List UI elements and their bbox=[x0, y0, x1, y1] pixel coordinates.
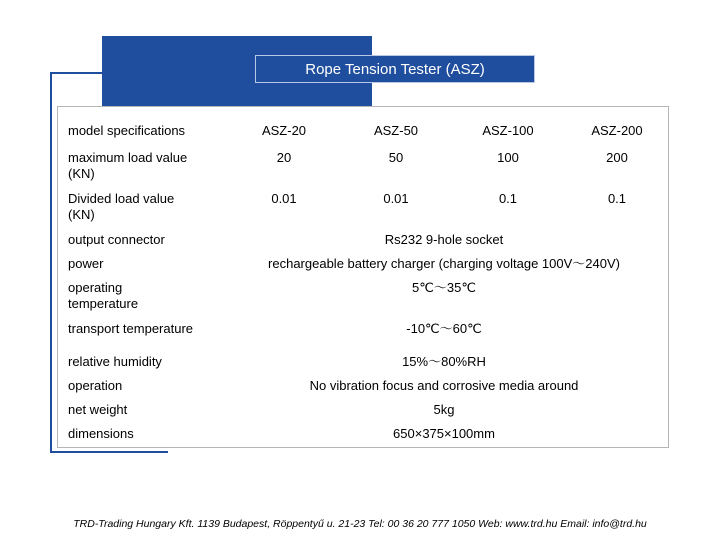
max-load-asz-20: 20 bbox=[276, 150, 292, 165]
decorative-line-bottom bbox=[50, 451, 168, 453]
model-asz-200: ASZ-200 bbox=[591, 123, 643, 138]
footer-contact: TRD-Trading Hungary Kft. 1139 Budapest, Röppentyű u. 21-23 Tel: 00 36 20 777 1050 Web: www.trd.hu Email: info@trd.hu bbox=[73, 518, 647, 530]
model-asz-100: ASZ-100 bbox=[482, 123, 534, 138]
transport-temperature-value: -10℃～60℃ bbox=[406, 321, 482, 336]
operating-temperature-value: 5℃～35℃ bbox=[412, 280, 476, 295]
operating-temperature-label bbox=[68, 280, 228, 312]
relative-humidity-value: 15%～80%RH bbox=[402, 354, 486, 369]
max-load-asz-50: 50 bbox=[388, 150, 404, 165]
net-weight-label: net weight bbox=[68, 402, 128, 417]
divided-load-asz-50: 0.01 bbox=[383, 191, 409, 206]
divided-load-label bbox=[68, 191, 228, 223]
operation-label: operation bbox=[68, 378, 123, 393]
max-load-asz-200: 200 bbox=[606, 150, 628, 165]
relative-humidity-label: relative humidity bbox=[68, 354, 162, 369]
divided-load-label-line2: (KN) bbox=[68, 207, 95, 222]
max-load-label bbox=[68, 150, 228, 182]
divided-load-asz-100: 0.1 bbox=[498, 191, 518, 206]
max-load-label-line1: maximum load value bbox=[68, 150, 188, 165]
output-connector-value: Rs232 9-hole socket bbox=[384, 232, 504, 247]
decorative-line-top bbox=[50, 72, 255, 74]
power-value: rechargeable battery charger (charging voltage 100V～240V) bbox=[268, 256, 620, 271]
decorative-line-vertical bbox=[50, 72, 52, 452]
spec-table bbox=[57, 106, 669, 448]
operation-value: No vibration focus and corrosive media around bbox=[309, 378, 579, 393]
divided-load-asz-200: 0.1 bbox=[607, 191, 627, 206]
header-label: model specifications bbox=[68, 123, 186, 138]
divided-load-asz-20: 0.01 bbox=[271, 191, 297, 206]
model-asz-50: ASZ-50 bbox=[373, 123, 419, 138]
dimensions-value: 650×375×100mm bbox=[393, 426, 495, 441]
model-asz-20: ASZ-20 bbox=[261, 123, 307, 138]
page-title: Rope Tension Tester (ASZ) bbox=[255, 55, 535, 83]
max-load-asz-100: 100 bbox=[497, 150, 519, 165]
output-connector-label: output connector bbox=[68, 232, 165, 247]
operating-temperature-label-line2: temperature bbox=[68, 296, 139, 311]
transport-temperature-label: transport temperature bbox=[68, 321, 194, 336]
divided-load-label-line1: Divided load value bbox=[68, 191, 175, 206]
dimensions-label: dimensions bbox=[68, 426, 134, 441]
power-label: power bbox=[68, 256, 104, 271]
max-load-label-line2: (KN) bbox=[68, 166, 95, 181]
operating-temperature-label-line1: operating bbox=[68, 280, 123, 295]
net-weight-value: 5kg bbox=[433, 402, 455, 417]
